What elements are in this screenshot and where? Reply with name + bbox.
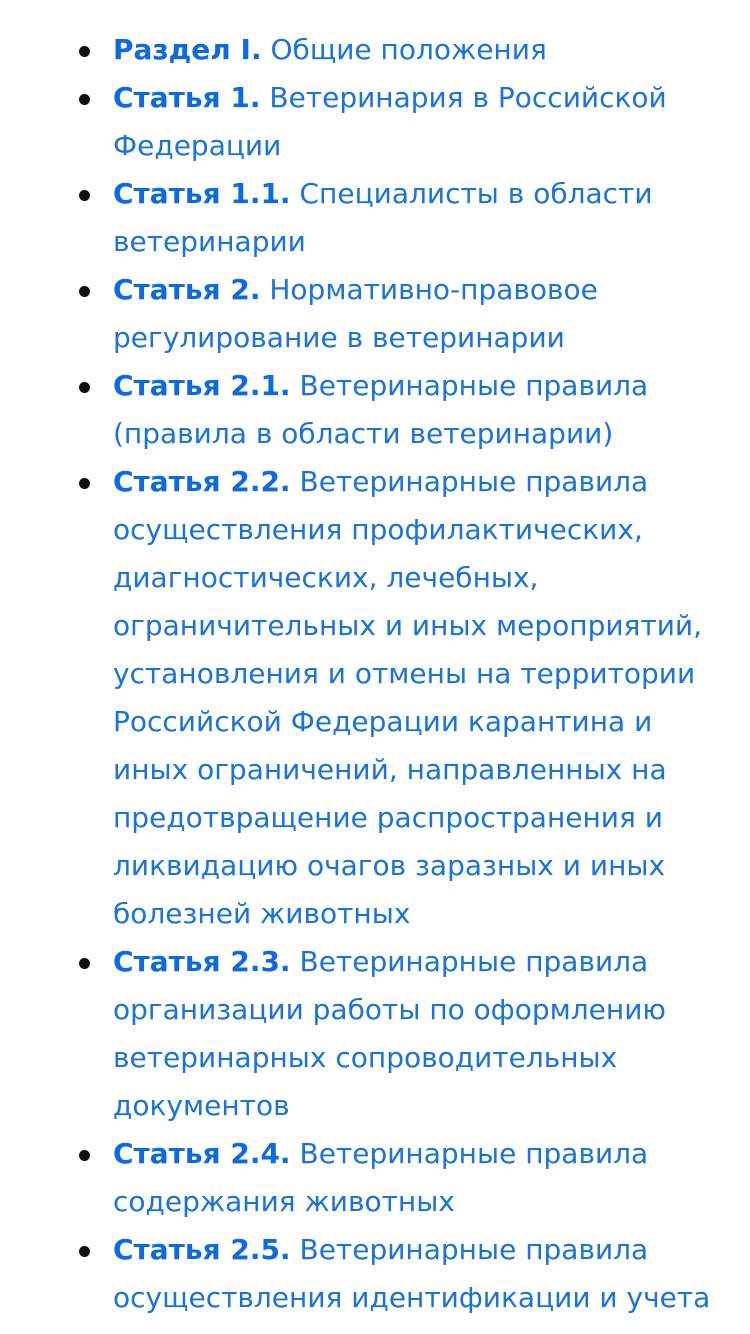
toc-item-label: Статья 2.4. xyxy=(113,1137,291,1170)
bullet-icon xyxy=(79,1150,90,1161)
toc-item-label: Статья 1. xyxy=(113,81,261,114)
toc-item-title: Специалисты в области ветеринарии xyxy=(113,177,653,258)
toc-link-article-2-2[interactable] xyxy=(113,465,702,930)
toc-item-article-1 xyxy=(113,74,720,170)
bullet-icon xyxy=(79,190,90,201)
toc-item-label: Статья 2.2. xyxy=(113,465,291,498)
toc-item-article-2-2 xyxy=(113,458,720,938)
toc-item-label: Статья 2. xyxy=(113,273,261,306)
toc-item-section-1 xyxy=(113,26,720,74)
bullet-icon xyxy=(79,94,90,105)
toc-item-article-2-1 xyxy=(113,362,720,458)
toc-item-label: Статья 2.5. xyxy=(113,1233,291,1266)
toc-item-article-2-3 xyxy=(113,938,720,1130)
toc-link-article-2[interactable] xyxy=(113,273,598,354)
toc-item-title: Ветеринария в Российской Федерации xyxy=(113,81,667,162)
bullet-icon xyxy=(79,958,90,969)
toc-item-title: Ветеринарные правила содержания животных xyxy=(113,1137,649,1218)
toc-link-article-2-1[interactable] xyxy=(113,369,648,450)
toc-item-title: Ветеринарные правила (правила в области ветеринарии) xyxy=(113,369,649,450)
toc-item-article-1-1 xyxy=(113,170,720,266)
toc-item-title: Ветеринарные правила осуществления профилактических, диагностических, лечебных, ограничительных и иных мероприятий, установления и отмены на территории Российской Федерации карантина и иных ограничений, направленных на предотвращение распространения и ликвидацию очагов заразных и иных болезней животных xyxy=(113,465,702,930)
toc-item-article-2 xyxy=(113,266,720,362)
bullet-icon xyxy=(79,46,90,57)
toc-link-article-1-1[interactable] xyxy=(113,177,653,258)
toc-item-label: Статья 2.1. xyxy=(113,369,291,402)
toc-link-article-1[interactable] xyxy=(113,81,667,162)
bullet-icon xyxy=(79,286,90,297)
toc-link-section-1[interactable] xyxy=(113,33,547,66)
toc-item-article-2-5 xyxy=(113,1226,720,1322)
toc-link-article-2-4[interactable] xyxy=(113,1137,648,1218)
bullet-icon xyxy=(79,382,90,393)
toc-item-label: Статья 2.3. xyxy=(113,945,291,978)
toc-item-label: Раздел I. xyxy=(113,33,262,66)
toc-item-title: Ветеринарные правила осуществления идентификации и учета xyxy=(113,1233,711,1314)
bullet-icon xyxy=(79,1246,90,1257)
toc-item-title: Общие положения xyxy=(270,33,547,66)
toc-link-article-2-5[interactable] xyxy=(113,1233,710,1314)
toc-item-label: Статья 1.1. xyxy=(113,177,291,210)
toc-item-title: Ветеринарные правила организации работы по оформлению ветеринарных сопроводительных документов xyxy=(113,945,666,1122)
toc-item-title: Нормативно-правовое регулирование в ветеринарии xyxy=(113,273,598,354)
toc-link-article-2-3[interactable] xyxy=(113,945,666,1122)
bullet-icon xyxy=(79,478,90,489)
toc-item-article-2-4 xyxy=(113,1130,720,1226)
